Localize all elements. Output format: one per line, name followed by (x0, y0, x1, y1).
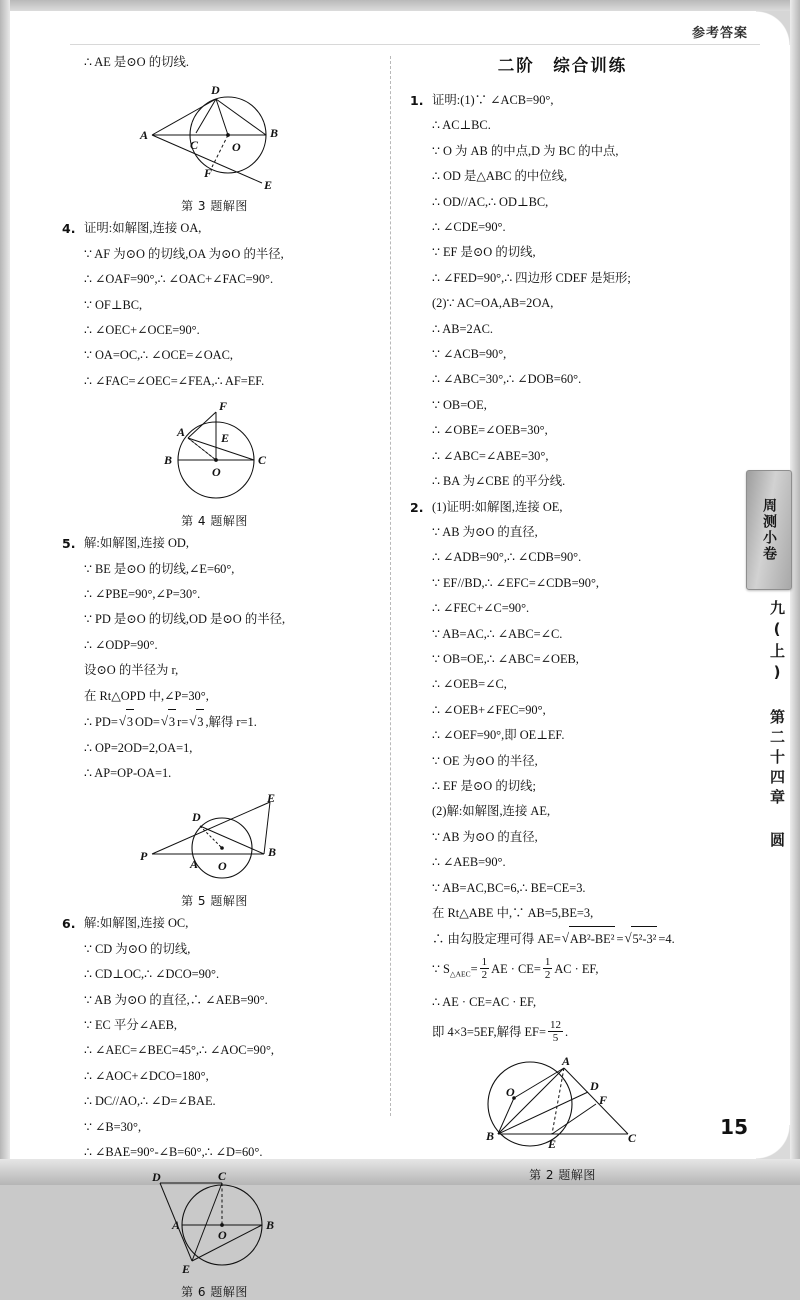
q6-line-1 (62, 911, 367, 936)
q6-line-9: ∵ ∠B=30°, (84, 1119, 142, 1134)
figure-5-label-B: B (267, 845, 276, 860)
q5-line-2: ∵ BE 是⊙O 的切线,∠E=60°, (84, 561, 235, 576)
q2-final-line (410, 1016, 715, 1048)
q2-radical-1: √ AB²-BE² (562, 926, 616, 952)
scan-edge-right (790, 0, 800, 1185)
figure-3 (62, 79, 367, 214)
q1-line-1 (410, 88, 715, 113)
figure-5-label-D: D (191, 810, 201, 825)
figure-4-label-A: A (176, 425, 185, 440)
q1-line-5: ∴ OD//AC,∴ OD⊥BC, (432, 194, 549, 209)
q5-line-9: ∴ OP=2OD=2,OA=1, (84, 740, 193, 755)
figure-4-label-E: E (220, 431, 229, 446)
q5-line-4: ∵ PD 是⊙O 的切线,OD 是⊙O 的半径, (84, 612, 286, 627)
q2-line-10: ∴ ∠OEF=90°,即 OE⊥EF. (432, 728, 565, 743)
figure-2 (410, 1052, 715, 1183)
answer-item-6 (62, 911, 367, 1165)
side-thumb-tab-label: 周测小卷 (761, 498, 777, 562)
figure-6-caption: 第 6 题解图 (181, 1285, 248, 1300)
figure-3-label-A: A (139, 128, 148, 143)
figure-2-drawing (468, 1052, 658, 1160)
q2-fraction-half-1: $\frac{1}{2}$ (481, 956, 488, 982)
q5-pd-prefix: ∴ PD= (84, 715, 118, 730)
q6-line-7: ∴ ∠AOC+∠DCO=180°, (84, 1068, 209, 1083)
q5-radical-2: √ 3 (161, 709, 176, 735)
q4-text-1: 证明:如解图,连接 OA, (84, 221, 202, 236)
page-corner-top-right (756, 11, 790, 45)
q1-line-7: ∵ EF 是⊙O 的切线, (432, 245, 536, 260)
q2-line-4: ∵ EF//BD,∴ ∠EFC=∠CDB=90°, (432, 575, 600, 590)
q6-number: 6. (62, 916, 76, 932)
figure-3-label-F: F (203, 166, 212, 181)
q2-pyth-tail: =4. (658, 932, 675, 947)
two-column-body (62, 50, 724, 1300)
figure-4-drawing (140, 398, 290, 506)
q6-line-8: ∴ DC//AO,∴ ∠D=∠BAE. (84, 1094, 216, 1109)
q2-line-8: ∴ ∠OEB=∠C, (432, 677, 507, 692)
figure-2-label-B: B (485, 1128, 494, 1143)
q1-line-14: ∴ ∠OBE=∠OEB=30°, (432, 423, 548, 438)
section-heading: 二阶 综合训练 (497, 56, 628, 75)
q1-line-2: ∴ AC⊥BC. (432, 118, 491, 133)
figure-2-label-F: F (598, 1092, 607, 1107)
q5-pd-tail: ,解得 r=1. (205, 715, 257, 730)
figure-6-label-C: C (217, 1169, 226, 1184)
figure-6-drawing (130, 1169, 300, 1277)
q4-line-1 (62, 216, 367, 241)
q5-radical-1: √ 3 (119, 709, 134, 735)
q1-line-12: ∴ ∠ABC=30°,∴ ∠DOB=60°. (432, 372, 582, 387)
q2-final-tail: . (564, 1024, 569, 1039)
side-thumb-tab[interactable] (746, 470, 792, 590)
figure-6-label-O: O (217, 1228, 227, 1243)
q4-number: 4. (62, 221, 76, 237)
q2-pyth-prefix: ∴ 由勾股定理可得 AE= (432, 932, 561, 947)
q2-number: 2. (410, 499, 424, 515)
q2-line-14: ∵ AB 为⊙O 的直径, (432, 829, 538, 844)
q2-fraction-half-2: $\frac{1}{2}$ (544, 956, 551, 982)
q2-area-mid2: AC · EF, (554, 961, 599, 976)
q2-line-5: ∴ ∠FEC+∠C=90°. (432, 601, 530, 616)
q2-line-1 (410, 495, 715, 520)
answer-item-1 (410, 88, 715, 495)
q1-text-1: 证明:(1)∵ ∠ACB=90°, (432, 93, 554, 107)
q5-line-3: ∴ ∠PBE=90°,∠P=30°. (84, 587, 201, 602)
q1-line-11: ∵ ∠ACB=90°, (432, 347, 507, 362)
figure-3-label-B: B (269, 126, 278, 141)
q2-line-16: ∵ AB=AC,BC=6,∴ BE=CE=3. (432, 880, 586, 895)
q2-area-prefix: ∵ S (432, 961, 450, 976)
q4-line-3: ∴ ∠OAF=90°,∴ ∠OAC+∠FAC=90°. (84, 272, 274, 287)
side-chapter-label: 九(上) 第二十四章 圆 (768, 600, 786, 852)
figure-2-label-A: A (561, 1053, 570, 1068)
q1-line-16: ∴ BA 为∠CBE 的平分线. (432, 474, 566, 489)
q2-line-12: ∴ EF 是⊙O 的切线; (432, 778, 536, 793)
q6-line-6: ∴ ∠AEC=∠BEC=45°,∴ ∠AOC=90°, (84, 1043, 274, 1058)
left-column (62, 50, 367, 1300)
figure-4-caption: 第 4 题解图 (181, 514, 248, 529)
figure-5-label-E: E (266, 791, 275, 806)
figure-2-label-C: C (627, 1130, 636, 1145)
figure-3-caption: 第 3 题解图 (181, 199, 248, 214)
q1-line-3: ∵ O 为 AB 的中点,D 为 BC 的中点, (432, 143, 619, 158)
q5-radical-3: √ 3 (189, 709, 204, 735)
scan-edge-top (0, 0, 800, 11)
q1-line-4: ∴ OD 是△ABC 的中位线, (432, 169, 568, 184)
figure-6-label-E: E (181, 1262, 190, 1277)
answer-item-2 (410, 495, 715, 1048)
figure-6-label-A: A (171, 1218, 180, 1233)
q4-line-5: ∴ ∠OEC+∠OCE=90°. (84, 323, 200, 338)
q2-line-2: ∵ AB 为⊙O 的直径, (432, 524, 538, 539)
q5-text-1: 解:如解图,连接 OD, (84, 536, 189, 551)
right-column (410, 50, 715, 1182)
q1-line-8: ∴ ∠FED=90°,∴ 四边形 CDEF 是矩形; (432, 270, 631, 285)
figure-2-label-E: E (547, 1136, 556, 1151)
q5-line-5: ∴ ∠ODP=90°. (84, 637, 158, 652)
q4-line-4: ∵ OF⊥BC, (84, 297, 143, 312)
column-divider (390, 56, 391, 1116)
q2-line-17: 在 Rt△ABE 中,∵ AB=5,BE=3, (432, 906, 594, 920)
q1-line-13: ∵ OB=OE, (432, 397, 487, 412)
q6-line-3: ∴ CD⊥OC,∴ ∠DCO=90°. (84, 967, 220, 982)
q5-line-7: 在 Rt△OPD 中,∠P=30°, (84, 688, 209, 703)
q6-text-1: 解:如解图,连接 OC, (84, 916, 189, 931)
q1-line-10: ∴ AB=2AC. (432, 321, 494, 336)
figure-3-label-E: E (263, 178, 272, 193)
q2-area-line (410, 953, 715, 990)
q4-line-7: ∴ ∠FAC=∠OEC=∠FEA,∴ AF=EF. (84, 373, 265, 388)
figure-3-label-D: D (210, 83, 220, 98)
q5-pd-mid1: OD= (135, 715, 160, 730)
q2-pyth-eq: = (616, 932, 624, 947)
q2-text-1: (1)证明:如解图,连接 OE, (432, 499, 563, 514)
figure-2-label-D: D (589, 1078, 599, 1093)
q5-number: 5. (62, 536, 76, 552)
scan-edge-left (0, 0, 10, 1185)
figure-3-label-O: O (231, 140, 241, 155)
q5-line-pd (62, 709, 367, 735)
figure-5-label-A: A (189, 857, 198, 872)
q1-line-15: ∴ ∠ABC=∠ABE=30°, (432, 448, 549, 463)
q2-line-7: ∵ OB=OE,∴ ∠ABC=∠OEB, (432, 651, 579, 666)
q2-final-prefix: 即 4×3=5EF,解得 EF= (432, 1024, 546, 1039)
figure-5-label-O: O (217, 859, 227, 874)
q2-line-9: ∴ ∠OEB+∠FEC=90°, (432, 702, 546, 717)
figure-4-label-B: B (163, 453, 172, 468)
q3-conclusion: ∴ AE 是⊙O 的切线. (84, 55, 189, 69)
q2-line-13: (2)解:如解图,连接 AE, (432, 804, 551, 819)
figure-4 (62, 398, 367, 529)
q1-line-6: ∴ ∠CDE=90°. (432, 220, 506, 235)
figure-3-label-C: C (189, 138, 198, 153)
figure-5-label-P: P (139, 849, 147, 864)
figure-2-caption: 第 2 题解图 (529, 1167, 596, 1182)
figure-6-label-D: D (151, 1170, 161, 1185)
q2-area-eq1: = (470, 961, 478, 976)
figure-5-caption: 第 5 题解图 (181, 894, 248, 909)
q2-area-mid1: AE · CE= (491, 961, 541, 976)
q5-pd-mid2: r= (177, 715, 189, 730)
figure-2-label-O: O (505, 1084, 515, 1099)
q2-line-6: ∵ AB=AC,∴ ∠ABC=∠C. (432, 626, 563, 641)
q2-fraction-twelve-fifths: $\frac{12}{5}$ (549, 1019, 561, 1045)
q6-line-2: ∵ CD 为⊙O 的切线, (84, 941, 191, 956)
q4-line-6: ∵ OA=OC,∴ ∠OCE=∠OAC, (84, 348, 233, 363)
answer-item-5 (62, 531, 367, 786)
q2-line-11: ∵ OE 为⊙O 的半径, (432, 753, 538, 768)
header-rule (70, 44, 760, 45)
q2-line-3: ∴ ∠ADB=90°,∴ ∠CDB=90°. (432, 550, 582, 565)
figure-6-label-B: B (265, 1218, 274, 1233)
q1-number: 1. (410, 93, 424, 108)
answer-item-4 (62, 216, 367, 394)
page-corner-bottom-right (756, 1125, 790, 1159)
q2-pythagoras-line (410, 926, 715, 952)
q1-line-9: (2)∵ AC=OA,AB=2OA, (432, 296, 554, 311)
q5-line-6: 设⊙O 的半径为 r, (84, 663, 179, 678)
figure-5 (62, 790, 367, 909)
figure-5-drawing (130, 790, 300, 886)
q5-line-1 (62, 531, 367, 556)
figure-4-label-C: C (257, 453, 266, 468)
q5-line-10: ∴ AP=OP-OA=1. (84, 765, 172, 780)
q2-product-line: ∴ AE · CE=AC · EF, (432, 995, 537, 1010)
running-head: 参考答案 (691, 26, 748, 41)
q6-line-10: ∴ ∠BAE=90°-∠B=60°,∴ ∠D=60°. (84, 1144, 263, 1159)
q6-line-5: ∵ EC 平分∠AEB, (84, 1017, 177, 1032)
figure-4-label-O: O (211, 465, 221, 480)
q4-line-2: ∵ AF 为⊙O 的切线,OA 为⊙O 的半径, (84, 246, 284, 261)
q2-line-15: ∴ ∠AEB=90°. (432, 855, 506, 870)
figure-6 (62, 1169, 367, 1300)
page-number: 15 (720, 1115, 748, 1139)
figure-4-label-F: F (218, 399, 227, 414)
q6-line-4: ∵ AB 为⊙O 的直径,∴ ∠AEB=90°. (84, 992, 268, 1007)
q2-area-subscript: △AEC (449, 969, 471, 979)
q2-radical-2: √ 5²-3² (624, 926, 657, 952)
figure-3-drawing (120, 79, 310, 191)
